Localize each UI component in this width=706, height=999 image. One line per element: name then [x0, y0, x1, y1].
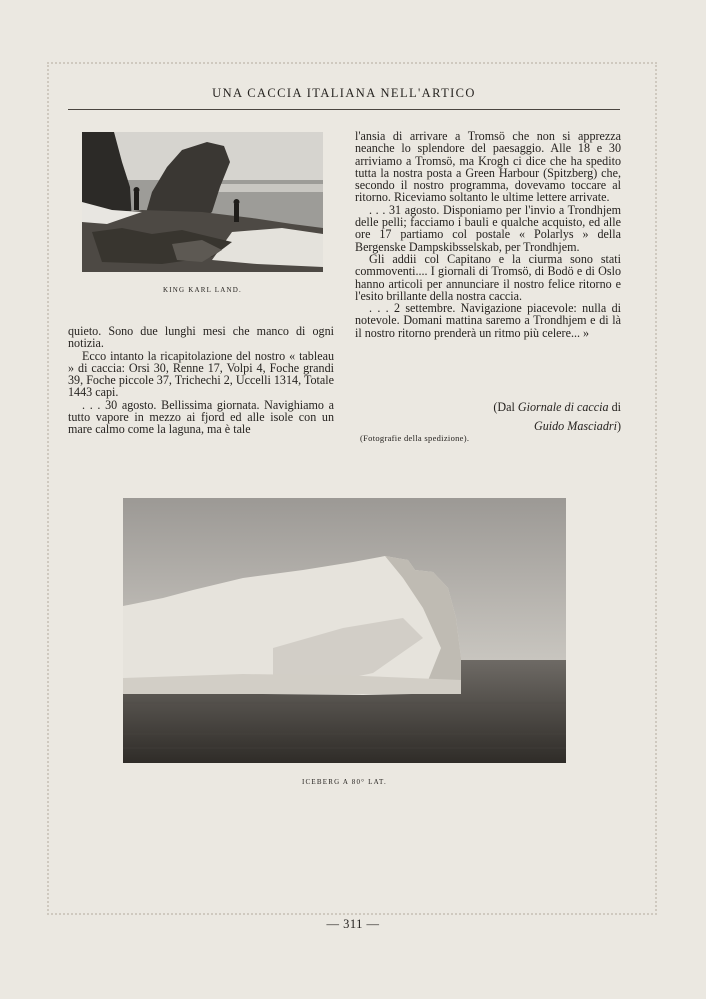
author-name: Guido Masciadri — [533, 419, 617, 433]
left-column-text — [68, 325, 334, 436]
paragraph: . . . 2 settembre. Navigazione piacevole: nulla di notevole. Domani mattina saremo a Trondhjem e di là il nostro ritorno prenderà un ritmo più celere... » — [355, 301, 621, 340]
king-karl-land-photo — [82, 132, 323, 272]
right-column-text — [355, 130, 621, 339]
page-number: — 311 — — [326, 917, 380, 931]
paragraph: quieto. Sono due lunghi mesi che manco di ogni notizia. — [68, 324, 334, 351]
king-karl-land-illustration — [82, 132, 323, 272]
paragraph: . . . 31 agosto. Disponiamo per l'invio a Trondhjem delle pelli; facciamo i bauli e qualche acquisto, ed alle ore 17 partiamo col postale « Polarlys » della Bergenske Dampskibsselskab, per Trondhjem. — [355, 202, 621, 254]
header-rule — [68, 109, 620, 110]
paragraph: l'ansia di arrivare a Tromsö che non si apprezza neanche lo splendore del paesaggio. Alle 18 e 30 arriviamo a Tromsö, ma Krogh ci dice che ha spedito tutta la nostra posta a Green Harbour (Spitzberg) che, secondo il nostro programma, dovevamo toccare al ritorno. Riceviamo soltanto le ultime lettere arrivate. — [355, 129, 621, 205]
iceberg-photo — [123, 498, 566, 763]
paragraph: Ecco intanto la ricapitolazione del nostro « tableau » di caccia: Orsi 30, Renne 17, Volpi 4, Foche grandi 39, Foche piccole 37, Trichechi 2, Uccelli 1314, Totale 1443 capi. — [68, 348, 334, 400]
figure-caption-king-karl-land: KING KARL LAND. — [163, 286, 242, 294]
paragraph: Gli addii col Capitano e la ciurma sono stati commoventi.... I giornali di Tromsö, di Bodö e di Oslo hanno articoli per annunciare il nostro felice ritorno e l'esito brillante della nostra caccia. — [355, 251, 621, 303]
running-header: UNA CACCIA ITALIANA NELL'ARTICO — [212, 86, 476, 100]
paragraph: . . . 30 agosto. Bellissima giornata. Navighiamo a tutto vapore in mezzo ai fjord ed alle isole con un mare calmo come la laguna, ma è tale — [68, 397, 334, 437]
source-credit: (Dal Giornale di caccia di Guido Masciadri) — [493, 400, 621, 433]
figure-caption-iceberg: ICEBERG A 80° LAT. — [302, 778, 387, 786]
photo-credit-note: (Fotografie della spedizione). — [360, 433, 470, 443]
journal-title: Giornale di caccia — [517, 400, 609, 414]
iceberg-illustration — [123, 498, 566, 763]
